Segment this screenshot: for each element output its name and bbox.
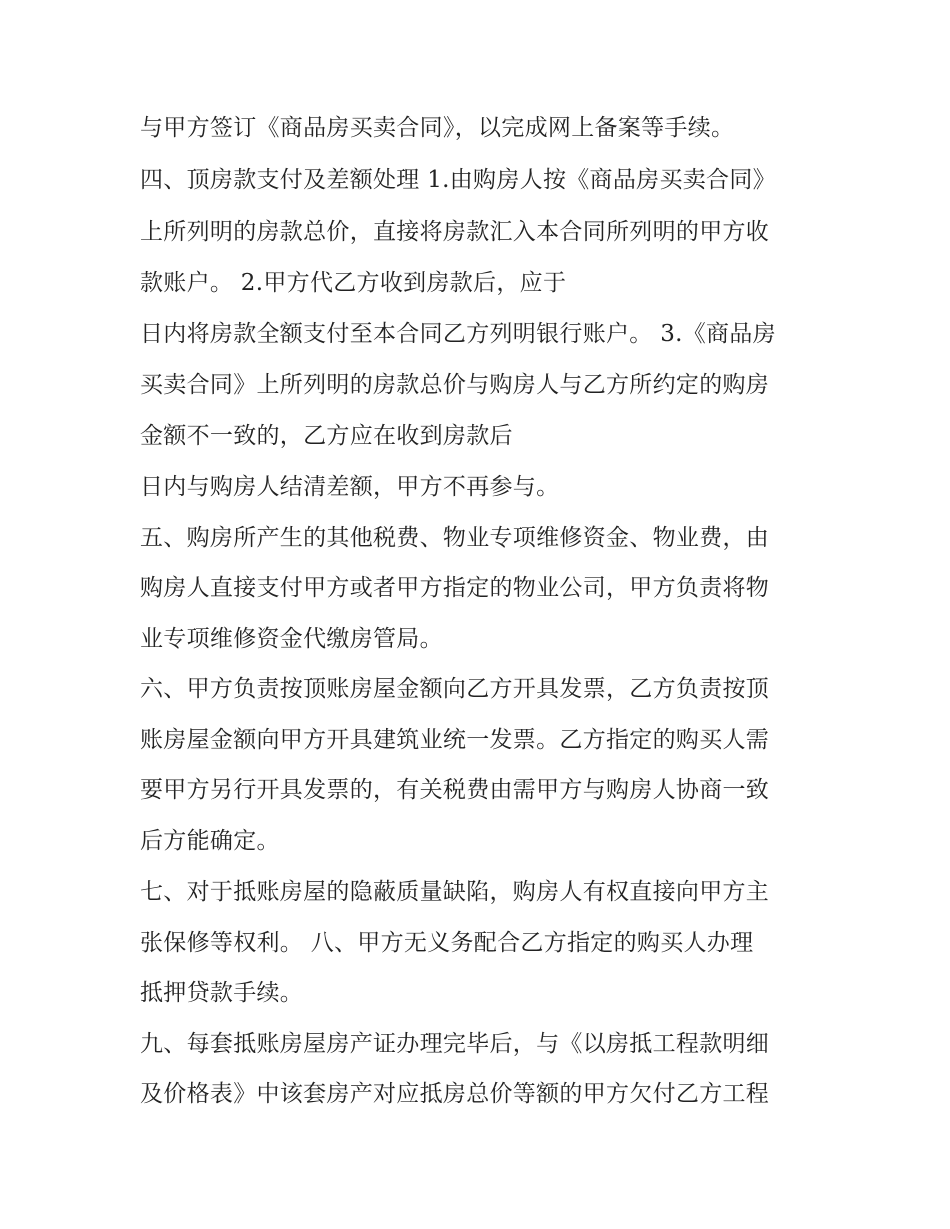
- text-line: 抵押贷款手续。: [140, 980, 304, 1006]
- text-line: 四、顶房款支付及差额处理 1.由购房人按《商品房买卖合同》: [140, 167, 776, 193]
- text-line: 五、购房所产生的其他税费、物业专项维修资金、物业费，由: [140, 525, 770, 551]
- text-line: 日内将房款全额支付至本合同乙方列明银行账户。 3.《商品房: [140, 321, 776, 347]
- text-line: 六、甲方负责按顶账房屋金额向乙方开具发票，乙方负责按顶: [140, 676, 770, 702]
- text-line: 日内与购房人结清差额，甲方不再参与。: [140, 474, 560, 500]
- text-line: 款账户。 2.甲方代乙方收到房款后，应于: [140, 270, 567, 296]
- text-line: 七、对于抵账房屋的隐蔽质量缺陷，购房人有权直接向甲方主: [140, 879, 770, 905]
- text-line: 账房屋金额向甲方开具建筑业统一发票。乙方指定的购买人需: [140, 727, 770, 753]
- text-line: 金额不一致的，乙方应在收到房款后: [140, 423, 513, 449]
- text-line: 及价格表》中该套房产对应抵房总价等额的甲方欠付乙方工程: [140, 1081, 770, 1107]
- text-line: 与甲方签订《商品房买卖合同》，以完成网上备案等手续。: [140, 115, 735, 141]
- text-line: 张保修等权利。 八、甲方无义务配合乙方指定的购买人办理: [140, 930, 754, 956]
- text-line: 购房人直接支付甲方或者甲方指定的物业公司，甲方负责将物: [140, 575, 770, 601]
- text-line: 上所列明的房款总价，直接将房款汇入本合同所列明的甲方收: [140, 219, 770, 245]
- text-line: 业专项维修资金代缴房管局。: [140, 626, 443, 652]
- text-line: 九、每套抵账房屋房产证办理完毕后，与《以房抵工程款明细: [140, 1031, 770, 1057]
- text-line: 买卖合同》上所列明的房款总价与购房人与乙方所约定的购房: [140, 372, 770, 398]
- text-line: 要甲方另行开具发票的，有关税费由需甲方与购房人协商一致: [140, 777, 770, 803]
- text-line: 后方能确定。: [140, 828, 280, 854]
